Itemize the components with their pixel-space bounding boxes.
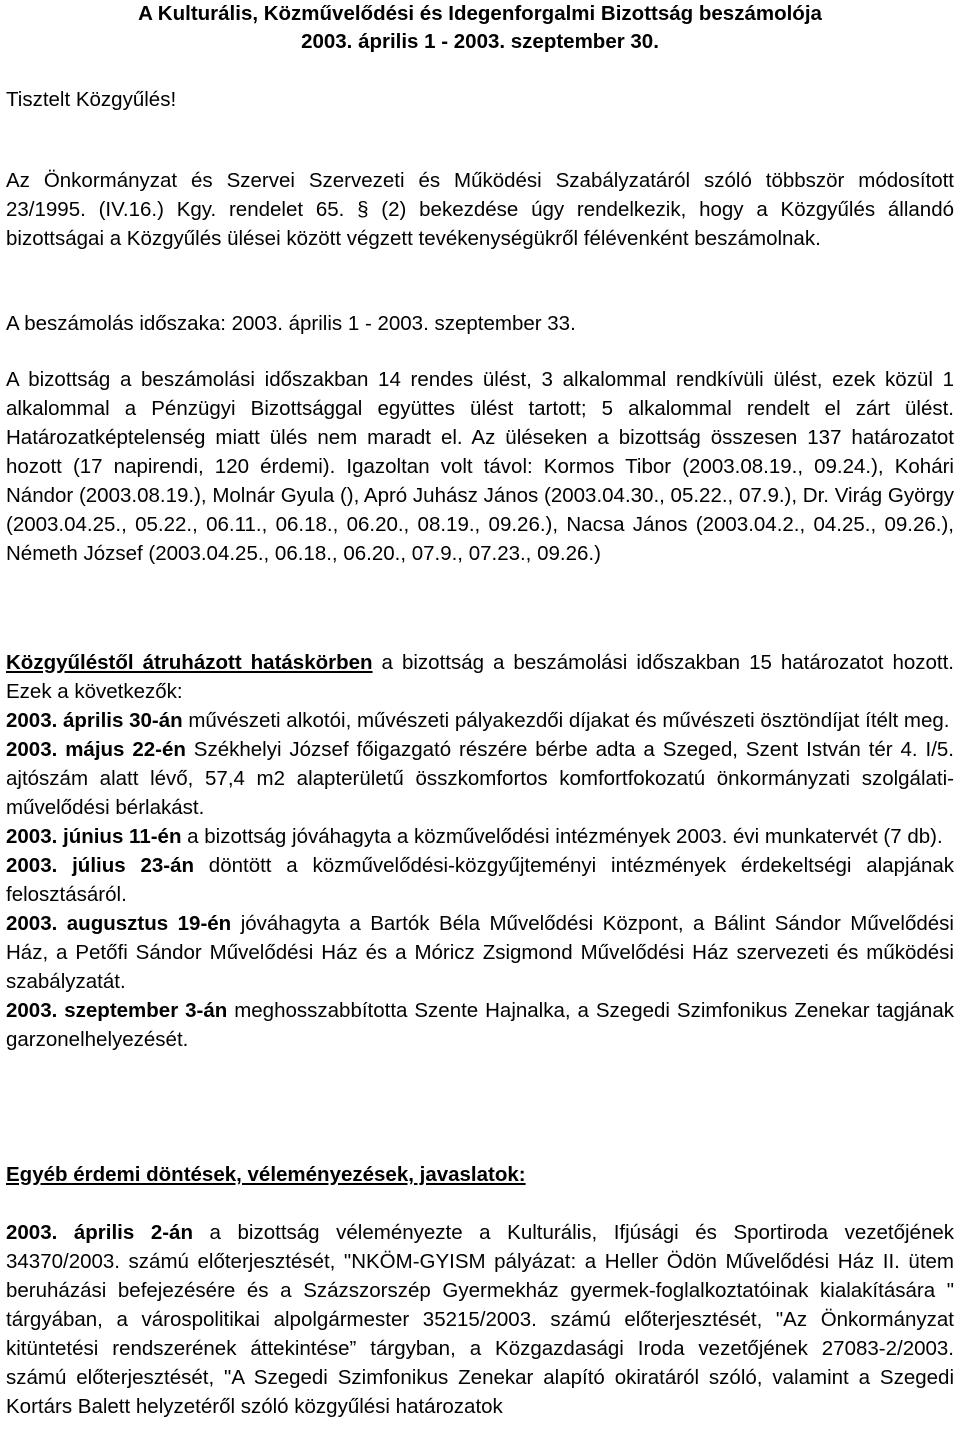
decision-text: döntött a közművelődési-közgyűjteményi intézmények érdekeltségi alapjának felosztásáról. (6, 854, 955, 906)
decision-item (6, 735, 954, 822)
decision-date: 2003. június 11-én (6, 825, 182, 848)
title-line-2: 2003. április 1 - 2003. szeptember 30. (301, 30, 659, 53)
decision-item (6, 706, 954, 735)
meetings-paragraph: A bizottság a beszámolási időszakban 14 rendes ülést, 3 alkalommal rendkívüli ülést, ezek közül 1 alkalommal a Pénzügyi Bizottsággal együttes ülést tartott; 5 alkalommal rendelt el zárt ülést. Határozatképtelenség miatt ülés nem maradt el. Az üléseken a bizottság összesen 137 határozatot hozott (17 napirendi, 120 érdemi). Igazoltan volt távol: Kormos Tibor (2003.08.19., 09.24.), Kohári Nándor (2003.08.19.), Molnár Gyula (), Apró Juhász János (2003.04.30., 05.22., 07.9.), Dr. Virág György (2003.04.25., 05.22., 06.11., 06.18., 06.20., 08.19., 09.26.), Nacsa János (2003.04.2., 04.25., 09.26.), Németh József (2003.04.25., 06.18., 06.20., 07.9., 07.23., 09.26.) (6, 368, 954, 565)
reporting-period: A beszámolás időszaka: 2003. április 1 - 2003. szeptember 33. (6, 312, 576, 335)
decision-item (6, 909, 954, 996)
decision-date: 2003. augusztus 19-én (6, 912, 232, 935)
decision-item (6, 851, 954, 909)
title-line-1: A Kulturális, Közművelődési és Idegenforgalmi Bizottság beszámolója (138, 2, 822, 25)
decision-text: a bizottság jóváhagyta a közművelődési intézmények 2003. évi munkatervét (7 db). (181, 825, 943, 848)
decision-text: meghosszabbította Szente Hajnalka, a Szegedi Szimfonikus Zenekar tagjának garzonelhelyezését. (6, 999, 954, 1051)
decision-date: 2003. május 22-én (6, 738, 186, 761)
decision-item (6, 996, 954, 1054)
decision-date: 2003. április 30-án (6, 709, 183, 732)
delegated-intro (6, 648, 954, 706)
decision-text: Székhelyi József főigazgató részére bérbe adta a Szeged, Szent István tér 4. I/5. ajtószám alatt lévő, 57,4 m2 alapterületű összkomfortos komfortfokozatú önkormányzati szolgálati-művelődési bérlakást. (6, 738, 954, 819)
decision-date: 2003. július 23-án (6, 854, 194, 877)
decision-text: jóváhagyta a Bartók Béla Művelődési Központ, a Bálint Sándor Művelődési Ház, a Petőfi Sándor Művelődési Ház és a Móricz Zsigmond Művelődési Ház szervezeti és működési szabályzatát. (6, 912, 954, 993)
other-decisions-paragraph (6, 1218, 954, 1421)
delegated-lead: a bizottság a beszámolási időszakban 15 határozatot hozott. Ezek a következők: (6, 651, 954, 703)
other-text: a bizottság véleményezte a Kulturális, Ifjúsági és Sportiroda vezetőjének 34370/2003. számú előterjesztését, "NKÖM-GYISM pályázat: a Heller Ödön Művelődési Ház II. ütem beruházási befejezésére és a Százszorszép Gyermekház gyermek-foglalkoztatóinak kialakítására " tárgyában, a várospolitikai alpolgármester 35215/2003. számú előterjesztését, "Az Önkormányzat kitüntetési rendszerének áttekintése” tárgyban, a Közgazdasági Iroda vezetőjének 27083-2/2003. számú előterjesztését, "A Szegedi Szimfonikus Zenekar alapító okiratáról szóló, valamint a Szegedi Kortárs Balett helyzetéről szóló közgyűlési határozatok (6, 1221, 955, 1418)
document-title (6, 0, 954, 56)
delegated-section (6, 648, 954, 1054)
decision-text: művészeti alkotói, művészeti pályakezdői díjakat és művészeti ösztöndíjat ítélt meg. (182, 709, 950, 732)
decision-item (6, 822, 954, 851)
greeting: Tisztelt Közgyűlés! (6, 88, 177, 111)
intro-paragraph: Az Önkormányzat és Szervei Szervezeti és Működési Szabályzatáról szóló többször módosított 23/1995. (IV.16.) Kgy. rendelet 65. § (2) bekezdése úgy rendelkezik, hogy a Közgyűlés állandó bizottságai a Közgyűlés ülései között végzett tevékenységükről félévenként beszámolnak. (6, 169, 954, 250)
delegated-heading: Közgyűléstől átruházott hatáskörben (6, 651, 373, 674)
other-decisions-heading: Egyéb érdemi döntések, véleményezések, javaslatok: (6, 1163, 526, 1186)
other-date: 2003. április 2-án (6, 1221, 193, 1244)
decision-date: 2003. szeptember 3-án (6, 999, 228, 1022)
